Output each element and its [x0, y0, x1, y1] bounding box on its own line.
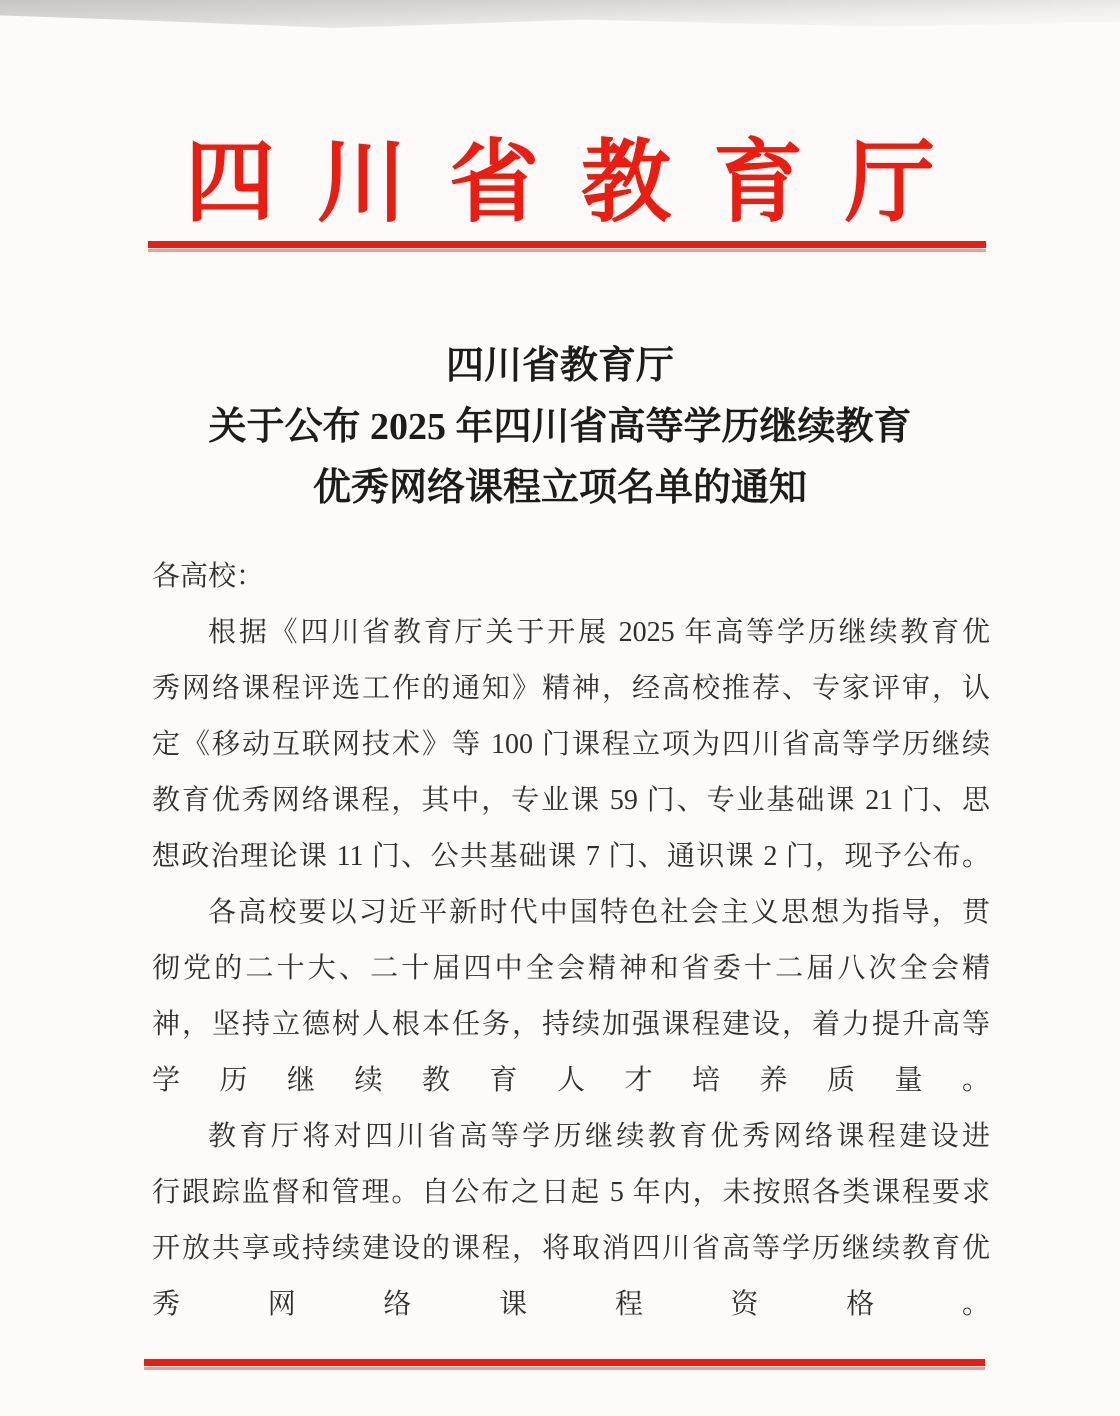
body-line: 行跟踪监督和管理。自公布之日起 5 年内，未按照各类课程要求	[152, 1177, 990, 1208]
footer-rule	[144, 1359, 985, 1367]
body-line: 想政治理论课 11 门、公共基础课 7 门、通识课 2 门，现予公布。	[152, 841, 990, 872]
salutation: 各高校：	[152, 561, 265, 592]
title-line-1: 四川省教育厅	[445, 345, 674, 387]
title-line-3: 优秀网络课程立项名单的通知	[312, 467, 807, 509]
letterhead-agency-name: 四川省教育厅	[185, 134, 977, 233]
letterhead-rule	[148, 241, 986, 249]
body-line: 秀网络课程评选工作的通知》精神，经高校推荐、专家评审，认	[152, 673, 990, 704]
body-line: 学历继续教育人才培养质量。	[152, 1065, 990, 1096]
body-line: 根据《四川省教育厅关于开展 2025 年高等学历继续教育优	[208, 617, 990, 648]
paragraphs	[152, 605, 990, 1333]
body-line: 各高校要以习近平新时代中国特色社会主义思想为指导，贯	[208, 897, 990, 928]
title-line-2: 关于公布 2025 年四川省高等学历继续教育	[208, 406, 912, 448]
body-line: 教育厅将对四川省高等学历继续教育优秀网络课程建设进	[208, 1121, 990, 1152]
photo-background-edge	[0, 0, 1120, 28]
body-line: 秀网络课程资格。	[152, 1289, 990, 1320]
body-line: 教育优秀网络课程，其中，专业课 59 门、专业基础课 21 门、思	[152, 785, 990, 816]
body-line: 神，坚持立德树人根本任务，持续加强课程建设，着力提升高等	[152, 1009, 990, 1040]
document-title	[141, 336, 979, 519]
body-line: 彻党的二十大、二十届四中全会精神和省委十二届八次全会精	[152, 953, 990, 984]
body-line: 定《移动互联网技术》等 100 门课程立项为四川省高等学历继续	[152, 729, 990, 760]
body-line: 开放共享或持续建设的课程，将取消四川省高等学历继续教育优	[152, 1233, 990, 1264]
document-body	[152, 549, 990, 1333]
